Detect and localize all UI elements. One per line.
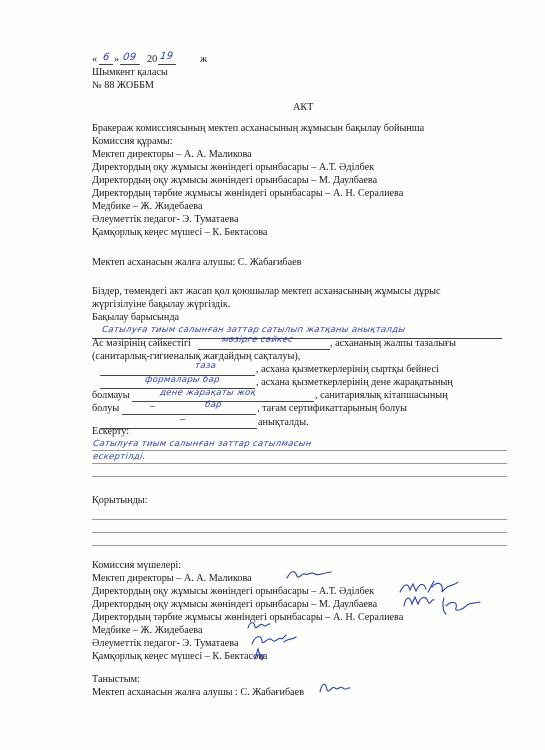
document-title: АКТ <box>293 102 314 113</box>
commission-member: Директордың оқу жұмысы жөніндегі орынбасары – М. Даулбаева <box>92 175 378 186</box>
signature-member: Мектеп директоры – А. А. Маликова <box>92 573 252 584</box>
signature-nurse <box>246 618 272 632</box>
signature-director <box>285 568 333 582</box>
date-year-prefix: 20 <box>147 54 158 65</box>
during-label: Бақылау барысында <box>92 312 180 323</box>
menu-after: , асхананың жалпы тазалығы <box>330 338 457 349</box>
acquainted-tenant: Мектеп асханасын жалға алушы : С. Жабағибаев <box>92 687 305 698</box>
found-after: анықталды. <box>258 417 309 428</box>
commission-member: Мектеп директоры – А. А. Маликова <box>92 149 252 160</box>
date-mid-quote: » <box>114 54 120 65</box>
intro-line-1: Біздер, төмендегі акт жасап қол қоюшылар мектеп асханасының жұмысы дұрыс <box>92 286 441 297</box>
handwritten-note-line-2: ескертілді. <box>92 452 147 462</box>
signature-member: Директордың оқу жұмысы жөніндегі орынбасары – М. Даулбаева <box>92 599 378 610</box>
signature-deputy-2 <box>402 592 436 610</box>
date-year-suffix: 19 <box>159 51 175 62</box>
school-name: № 88 ЖОББМ <box>92 80 154 91</box>
signatures-heading: Комиссия мүшелері: <box>92 560 182 571</box>
commission-heading: Комиссия құрамы: <box>92 136 173 147</box>
signature-council-member <box>252 646 268 662</box>
date-month: 09 <box>122 52 138 63</box>
handwritten-during: Сатылуға тиым салынған заттар сатылып жатқаны анықталды <box>101 325 406 335</box>
appearance-after: , асхана қызметкерлерінің сыртқы бейнесі <box>256 364 439 375</box>
signature-deputy-3 <box>440 594 482 618</box>
conclusion-label: Қорытынды: <box>92 495 148 506</box>
handwritten-menu: мәзірге сәйкес <box>221 335 294 345</box>
handwritten-uniform: формалары бар <box>144 375 221 385</box>
city: Шымкент қаласы <box>92 67 168 78</box>
handwritten-note-line-1: Сатылуға тиым салынған заттар сатылмасын <box>92 439 313 449</box>
date-open-quote: « <box>92 54 98 65</box>
menu-label: Ас мәзірінің сәйкестігі <box>92 338 191 349</box>
book-after: , санитариялық кітапшасының <box>315 390 448 401</box>
signature-member: Директордың тәрбие жұмысы жөніндегі орынбасары – А. Н. Сералиева <box>92 612 404 623</box>
signature-member: Медбике – Ж. Жидебаева <box>92 625 203 636</box>
commission-member: Директордың тәрбие жұмысы жөніндегі орынбасары – А. Н. Сералиева <box>92 188 404 199</box>
handwritten-injury: дене жарақаты жоқ <box>159 388 257 398</box>
signature-member: Директордың оқу жұмысы жөніндегі орынбасары – А.Т. Әділбек <box>92 586 375 597</box>
book-prefix: болуы <box>92 403 120 414</box>
commission-member: Медбике – Ж. Жидебаева <box>92 201 203 212</box>
document-subtitle: Бракераж комиссиясының мектеп асханасының жұмысын бақылау бойынша <box>92 123 425 134</box>
tenant-line: Мектеп асханасын жалға алушы: С. Жабағибаев <box>92 257 302 268</box>
commission-member: Әлеуметтік педагог- Э. Туматаева <box>92 214 239 225</box>
handwritten-book: бар <box>204 400 223 410</box>
date-day: 6 <box>102 52 111 63</box>
cert-after: , тағам сертификаттарының болуы <box>257 403 407 414</box>
book-dash: – <box>150 401 156 412</box>
sanitary-label: (санитарлық-гигиеналық жағдайдың сақталуы), <box>92 351 301 362</box>
injury-prefix: болмауы <box>92 390 130 401</box>
handwritten-clean: таза <box>194 361 217 371</box>
note-label: Ескерту: <box>92 426 130 437</box>
signature-member: Қамқорлық кеңес мүшесі – К. Бектасова <box>92 651 268 662</box>
health-after: , асхана қызметкерлерінің дене жарақатының <box>256 377 453 388</box>
commission-member: Қамқорлық кеңес мүшесі – К. Бектасова <box>92 227 268 238</box>
date-suffix: ж <box>200 54 208 65</box>
found-dash: – <box>180 414 186 425</box>
intro-line-2: жүргізілуіне бақылау жүргіздік. <box>92 299 231 310</box>
signature-member: Әлеуметтік педагог- Э. Туматаева <box>92 638 239 649</box>
acquainted-label: Таныстым: <box>92 674 140 685</box>
commission-member: Директордың оқу жұмысы жөніндегі орынбасары – А.Т. Әділбек <box>92 162 375 173</box>
signature-tenant <box>318 680 352 696</box>
